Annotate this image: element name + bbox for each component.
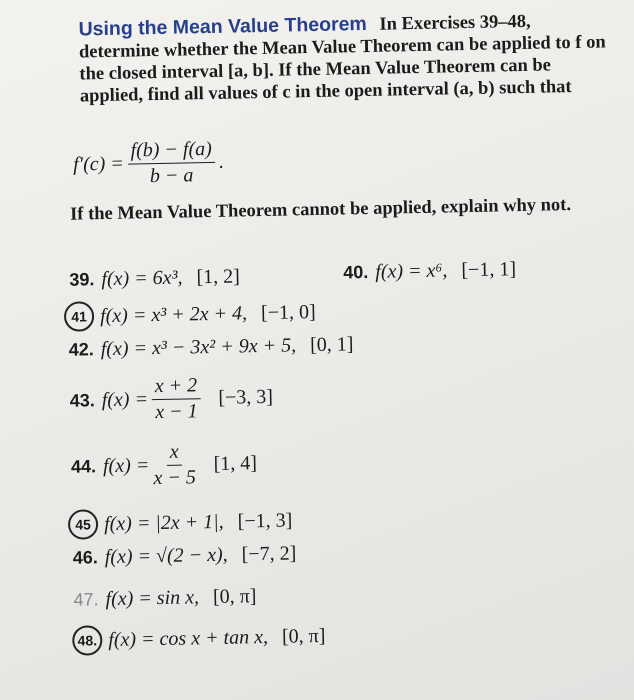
formula-lhs: f′(c) = — [72, 152, 125, 176]
exercise-number: 39. — [69, 269, 95, 290]
fraction-numerator: x — [167, 441, 182, 466]
exercise-41 — [70, 297, 316, 332]
exercise-function: f(x) = |2x + 1|, — [103, 510, 224, 535]
section-title: Using the Mean Value Theorem — [78, 12, 367, 41]
exercise-42 — [69, 333, 354, 361]
circled-exercise-number: 41 — [64, 301, 95, 332]
exercise-45 — [74, 505, 293, 539]
formula-denominator: b − a — [149, 164, 194, 188]
exercise-function: f(x) = √(2 − x), — [104, 543, 228, 569]
exercise-number: 40. — [343, 261, 369, 283]
fraction-denominator: x − 5 — [153, 466, 197, 490]
instructions-text: In Exercises 39–48, determine whether the Mean Value Theorem can be applied to f on the closed interval [a, b]. If the Mean Value Theorem can be applied, find all values of c in the open interval (a, b) such that — [78, 11, 606, 107]
exercise-function-lhs: f(x) = — [101, 388, 149, 412]
exercise-interval: [1, 4] — [213, 452, 258, 475]
exercise-number: 44. — [70, 456, 97, 477]
exercise-interval: [−3, 3] — [218, 385, 274, 409]
exercise-interval: [1, 2] — [196, 265, 241, 289]
mvt-formula — [73, 138, 225, 190]
exercise-interval: [−7, 2] — [241, 542, 297, 566]
formula-end: . — [218, 150, 225, 173]
exercise-number: 47. — [73, 589, 99, 610]
exercise-46 — [73, 542, 297, 569]
exercise-39 — [69, 265, 240, 291]
exercise-fraction — [152, 374, 201, 424]
exercise-number: 46. — [72, 547, 98, 568]
exercise-48 — [78, 621, 326, 656]
exercise-43 — [69, 373, 273, 426]
exercise-number: 42. — [68, 339, 94, 360]
exercise-interval: [−1, 1] — [461, 258, 517, 282]
fraction-denominator: x − 1 — [155, 400, 198, 424]
circled-exercise-number: 45 — [68, 509, 99, 540]
exercise-interval: [0, π] — [281, 624, 326, 648]
formula-numerator: f(b) − f(a) — [127, 138, 215, 165]
circled-exercise-number: 48. — [72, 625, 103, 656]
exercise-40 — [343, 258, 516, 284]
exercise-function: f(x) = cos x + tan x, — [108, 625, 269, 651]
formula-fraction — [127, 138, 215, 189]
fraction-numerator: x + 2 — [152, 374, 201, 400]
exercise-44 — [71, 439, 258, 492]
exercise-function: f(x) = 6x³, — [101, 266, 183, 291]
exercise-function: f(x) = sin x, — [105, 586, 200, 611]
exercise-function: f(x) = x³ + 2x + 4, — [99, 301, 248, 327]
instructions — [78, 8, 610, 107]
exercise-number: 43. — [69, 390, 95, 411]
exercise-function: f(x) = x³ − 3x² + 9x + 5, — [100, 334, 297, 361]
exercise-47 — [73, 585, 256, 612]
exercise-function-lhs: f(x) = — [102, 454, 150, 478]
exercise-function: f(x) = x⁶, — [375, 259, 448, 283]
exercise-interval: [−1, 3] — [237, 508, 293, 533]
exercise-interval: [0, π] — [212, 585, 257, 609]
explain-instruction: If the Mean Value Theorem cannot be applied, explain why not. — [69, 195, 572, 225]
exercise-interval: [−1, 0] — [260, 300, 316, 324]
exercise-interval: [0, 1] — [309, 333, 354, 357]
exercise-fraction — [153, 440, 196, 490]
